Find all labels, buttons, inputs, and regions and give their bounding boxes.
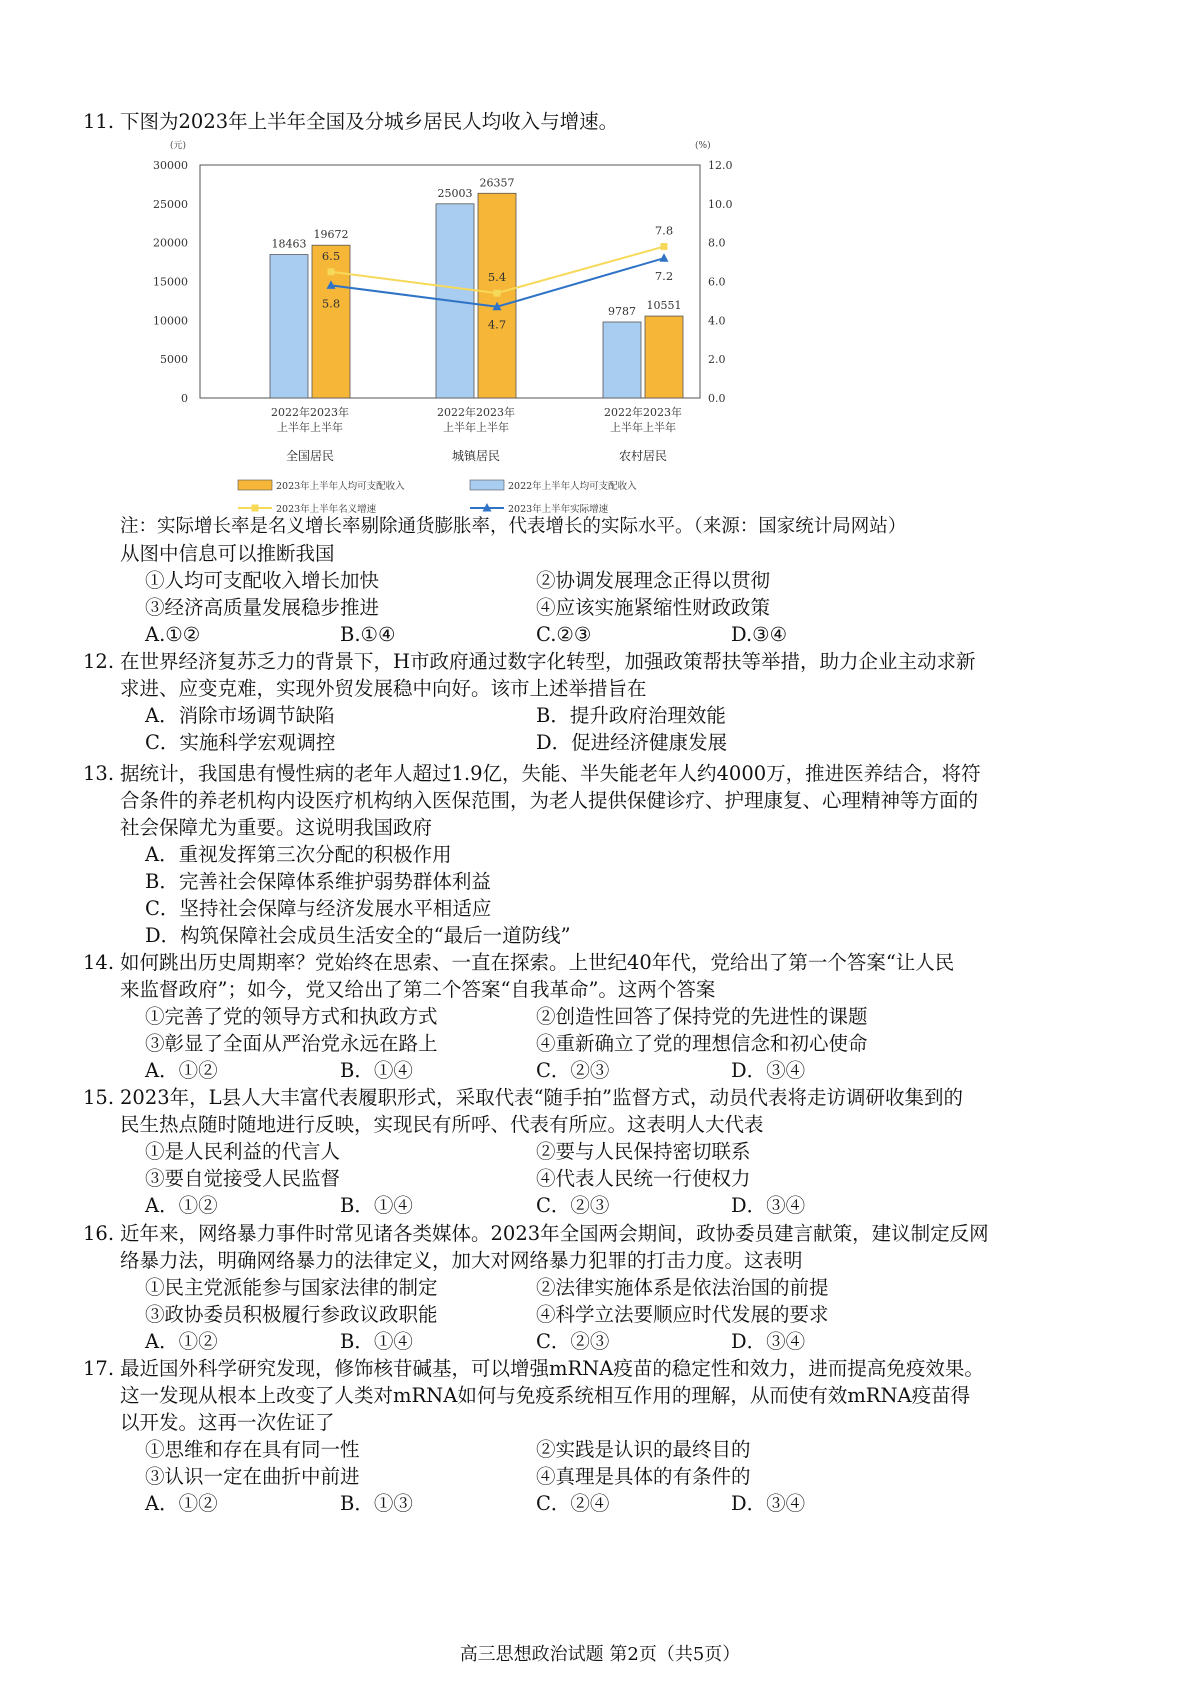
choice-row [120,729,1100,756]
y2-tick-label: 0.0 [708,392,726,405]
question-line: 据统计，我国患有慢性病的老年人超过1.9亿，失能、半失能老年人约4000万，推进医养结合，将符 [120,762,981,785]
income-bar [645,316,683,398]
question-12 [83,648,1100,756]
question-line: 来监督政府”；如今，党又给出了第二个答案“自我革命”。这两个答案 [120,978,716,1001]
choice-b[interactable]: B．①④ [340,1059,413,1082]
question-14 [83,949,1100,1084]
statement: ④真理是具体的有条件的 [536,1465,751,1488]
statement: ②创造性回答了保持党的先进性的课题 [536,1005,868,1028]
question-line: 如何跳出历史周期率？党始终在思索、一直在探索。上世纪40年代，党给出了第一个答案“让人民 [120,951,955,974]
statement: ①思维和存在具有同一性 [145,1438,360,1461]
statement-row [120,1165,1100,1192]
choice-a[interactable]: A．①② [145,1330,218,1353]
y-tick-label: 25000 [153,197,188,211]
y2-tick-label: 10.0 [708,197,733,211]
choice-d[interactable]: D．促进经济健康发展 [536,731,728,754]
choice-row [120,702,1100,729]
statement: ④应该实施紧缩性财政政策 [536,596,771,619]
choice-a[interactable]: A．①② [145,1492,218,1515]
statement-row [120,1030,1100,1057]
choice-row [120,1192,1100,1219]
y-tick-label: 0 [181,392,188,405]
x-sub-label: 上半年上半年 [277,421,343,434]
choice-c[interactable]: C．坚持社会保障与经济发展水平相适应 [145,897,492,920]
statement-row [120,1436,1100,1463]
statement: ④科学立法要顺应时代发展的要求 [536,1303,829,1326]
chart-note: 注：实际增长率是名义增长率剔除通货膨胀率，代表增长的实际水平。（来源：国家统计局网站） [120,516,907,537]
question-16 [83,1220,1100,1355]
x-sub-label: 2022年2023年 [437,406,515,419]
choice-c[interactable]: C．实施科学宏观调控 [145,731,336,754]
question-line: 这一发现从根本上改变了人类对mRNA如何与免疫系统相互作用的理解，从而使有效mRNA疫苗得 [120,1384,971,1407]
choice-c[interactable]: C．②③ [536,1194,610,1217]
choice-c[interactable]: C．②③ [536,1330,610,1353]
question-number: 17. [83,1357,115,1380]
question-line: 最近国外科学研究发现，修饰核苷碱基，可以增强mRNA疫苗的稳定性和效力，进而提高免疫效果。 [120,1357,984,1380]
question-number: 12. [83,650,115,673]
y-tick-label: 5000 [160,353,188,367]
question-line: 求进、应变克难，实现外贸发展稳中向好。该市上述举措旨在 [120,677,647,700]
question-number: 11. [83,110,115,133]
statement-row [120,594,1100,621]
statement-row [120,1301,1100,1328]
statement: ②法律实施体系是依法治国的前提 [536,1276,829,1299]
question-line: 络暴力法，明确网络暴力的法律定义，加大对网络暴力犯罪的打击力度。这表明 [120,1249,803,1272]
question-number: 13. [83,762,115,785]
legend-label: 2022年上半年人均可支配收入 [508,481,637,492]
x-sub-label: 上半年上半年 [443,421,509,434]
line-value-label: 5.4 [487,270,507,285]
bar-value-label: 18463 [271,237,307,251]
line-value-label: 6.5 [321,248,341,263]
statement: ②要与人民保持密切联系 [536,1140,751,1163]
statement: ③认识一定在曲折中前进 [145,1465,360,1488]
statement: ①人均可支配收入增长加快 [145,569,380,592]
choice-a[interactable]: A．消除市场调节缺陷 [145,704,335,727]
y2-tick-label: 12.0 [708,159,733,172]
choice-row [120,1490,1100,1517]
question-17 [83,1355,1100,1517]
income-chart [150,141,790,562]
y-tick-label: 10000 [153,314,188,328]
question-stem: 下图为2023年上半年全国及分城乡居民人均收入与增速。 [120,110,619,133]
line-marker [660,253,669,262]
question-15 [83,1084,1100,1219]
bar-value-label: 26357 [479,176,515,190]
choice-d[interactable]: D．构筑保障社会成员生活安全的“最后一道防线” [145,924,571,947]
question-11 [83,108,1100,135]
x-sub-label: 上半年上半年 [610,421,676,434]
statement: ①民主党派能参与国家法律的制定 [145,1276,438,1299]
choice-c[interactable]: C.②③ [536,623,592,646]
y-tick-label: 15000 [153,275,188,289]
line-value-label: 7.2 [654,269,674,284]
legend-label: 2023年上半年名义增速 [276,504,377,515]
bar-value-label: 10551 [646,299,682,313]
choice-a[interactable]: A．①② [145,1059,218,1082]
choice-b[interactable]: B．①④ [340,1194,413,1217]
choice-row [120,1057,1100,1084]
group-label: 农村居民 [618,449,668,463]
question-line: 合条件的养老机构内设医疗机构纳入医保范围，为老人提供保健诊疗、护理康复、心理精神等方面的 [120,789,979,812]
legend-swatch [470,480,504,490]
statement: ①是人民利益的代言人 [145,1140,341,1163]
question-number: 15. [83,1086,115,1109]
right-axis-unit: (%) [695,141,711,151]
y2-tick-label: 8.0 [708,236,726,250]
statement-row [120,567,1100,594]
income-bar [312,245,350,398]
statement: ②协调发展理念正得以贯彻 [536,569,771,592]
legend-marker [252,505,259,512]
question-line: 民生热点随时随地进行反映，实现民有所呼、代表有所应。这表明人大代表 [120,1113,764,1136]
statement: ②实践是认识的最终目的 [536,1438,751,1461]
question-line: 在世界经济复苏乏力的背景下，H市政府通过数字化转型，加强政策帮扶等举措，助力企业主动求新 [120,650,976,673]
bar-value-label: 9787 [608,304,636,318]
choice-d[interactable]: D．③④ [731,1059,806,1082]
choice-a[interactable]: A．①② [145,1194,218,1217]
statement: ④重新确立了党的理想信念和初心使命 [536,1032,868,1055]
page-footer: 高三思想政治试题 第2页（共5页） [459,1644,741,1665]
x-sub-label: 2022年2023年 [604,406,682,419]
choice-a[interactable]: A．重视发挥第三次分配的积极作用 [145,843,452,866]
income-bar [603,322,641,398]
statement-row [120,1138,1100,1165]
choice-d[interactable]: D.③④ [731,623,788,646]
legend [238,480,637,515]
choice-c[interactable]: C．②③ [536,1059,610,1082]
choice-b[interactable]: B．①④ [340,1330,413,1353]
line-value-label: 4.7 [487,317,507,332]
question-line: 以开发。这再一次佐证了 [120,1411,335,1434]
group-label: 全国居民 [285,449,335,463]
question-number: 14. [83,951,115,974]
line-value-label: 5.8 [321,296,341,311]
statement: ③经济高质量发展稳步推进 [145,596,380,619]
statement: ③政协委员积极履行参政议政职能 [145,1303,438,1326]
legend-label: 2023年上半年人均可支配收入 [276,481,405,492]
choice-b[interactable]: B.①④ [340,623,396,646]
choice-a[interactable]: A.①② [145,623,201,646]
income-chart-svg [150,141,790,562]
choice-b[interactable]: B．①③ [340,1492,413,1515]
statement-row [120,1274,1100,1301]
choice-b[interactable]: B．提升政府治理效能 [536,704,726,727]
question-line: 2023年，L县人大丰富代表履职形式，采取代表“随手拍”监督方式，动员代表将走访调研收集到的 [120,1086,964,1109]
question-number: 16. [83,1222,115,1245]
choice-d[interactable]: D．③④ [731,1492,806,1515]
choice-b[interactable]: B．完善社会保障体系维护弱势群体利益 [145,870,491,893]
y2-tick-label: 4.0 [708,314,726,328]
choice-row [120,1328,1100,1355]
x-sub-label: 2022年2023年 [271,406,349,419]
choice-d[interactable]: D．③④ [731,1330,806,1353]
line-value-label: 7.8 [654,223,674,238]
y2-axis-ticks [708,159,733,405]
question-11-body [120,513,1100,648]
question-ask: 从图中信息可以推断我国 [120,542,335,565]
y-tick-label: 30000 [153,159,188,172]
choice-row [120,621,1100,648]
statement: ①完善了党的领导方式和执政方式 [145,1005,438,1028]
statement: ③彰显了全面从严治党永远在路上 [145,1032,438,1055]
income-bar [270,255,308,398]
x-labels [271,405,682,463]
y-axis-ticks [153,159,188,405]
question-13 [83,760,1100,949]
left-axis-unit: (元) [170,141,187,151]
line-marker [328,268,335,275]
y-tick-label: 20000 [153,236,188,250]
choice-d[interactable]: D．③④ [731,1194,806,1217]
statement: ④代表人民统一行使权力 [536,1167,751,1190]
statement: ③要自觉接受人民监督 [145,1167,341,1190]
statement-row [120,1463,1100,1490]
choice-c[interactable]: C．②④ [536,1492,610,1515]
bar-value-label: 25003 [437,186,473,200]
y2-tick-label: 6.0 [708,275,726,289]
legend-label: 2023年上半年实际增速 [508,504,609,515]
question-line: 近年来，网络暴力事件时常见诸各类媒体。2023年全国两会期间，政协委员建言献策，建议制定反网 [120,1222,989,1245]
line-marker [661,243,668,250]
y2-tick-label: 2.0 [708,353,726,367]
statement-row [120,1003,1100,1030]
legend-swatch [238,480,272,490]
bar-value-label: 19672 [313,228,349,242]
group-label: 城镇居民 [451,449,501,463]
question-line: 社会保障尤为重要。这说明我国政府 [120,816,433,839]
line-marker [494,290,501,297]
